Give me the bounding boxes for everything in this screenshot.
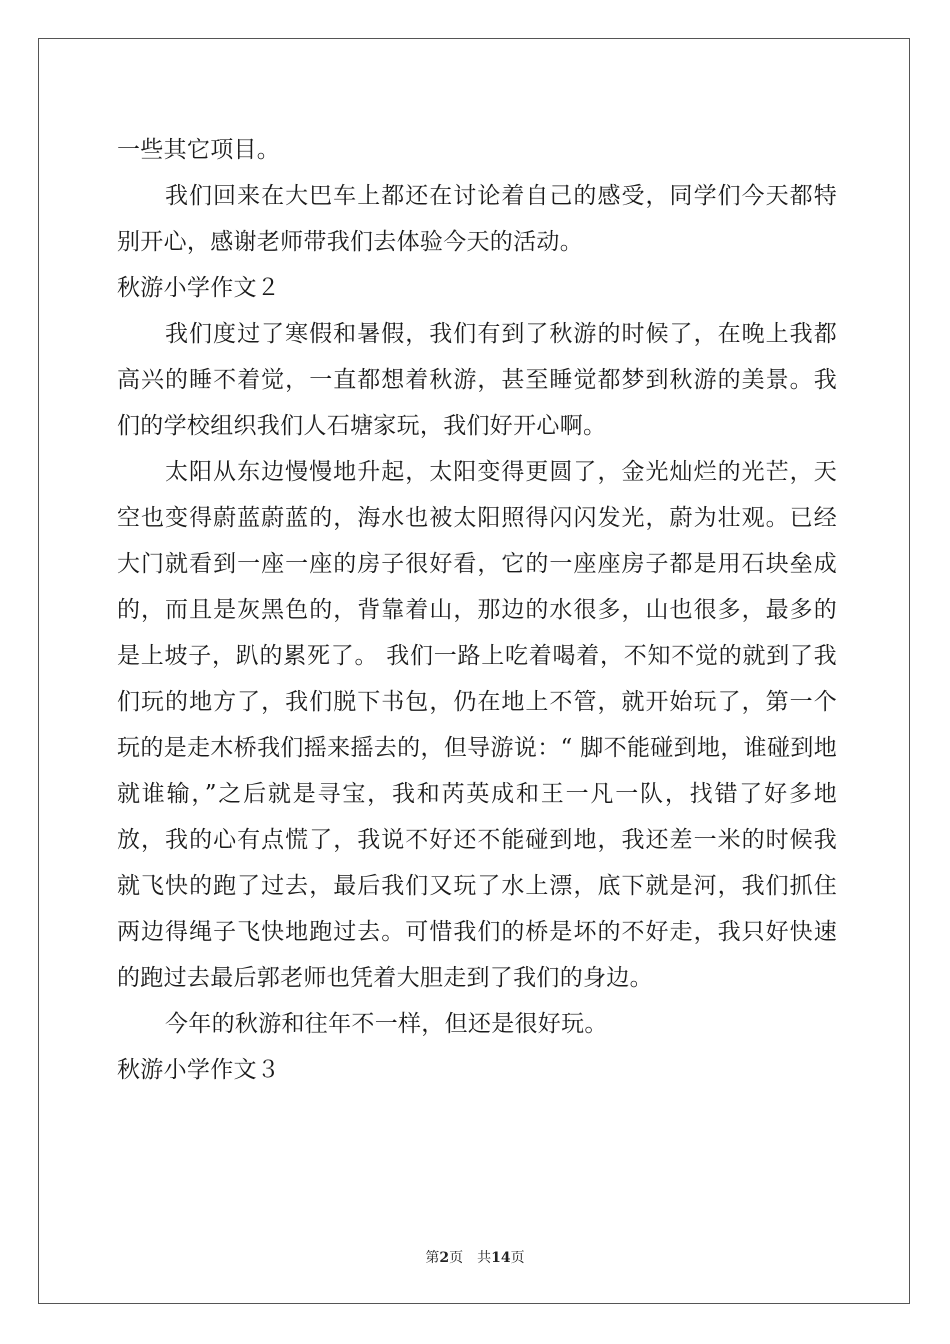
essay-heading-2: 秋游小学作文２ (117, 275, 281, 301)
page-prefix: 第 (425, 1250, 440, 1266)
page-number: 2 (439, 1250, 450, 1266)
total-pages: 14 (491, 1250, 511, 1266)
paragraph-intro-2: 我们度过了寒假和暑假，我们有到了秋游的时候了，在晚上我都高兴的睡不着觉，一直都想着秋游，甚至睡觉都梦到秋游的美景。我们的学校组织我们人石塘家玩，我们好开心啊。 (117, 321, 837, 439)
paragraph-continuation: 一些其它项目。 (117, 137, 281, 163)
total-suffix: 页 (510, 1250, 525, 1266)
document-body (117, 127, 837, 1093)
paragraph-story-2: 太阳从东边慢慢地升起，太阳变得更圆了，金光灿烂的光芒，天空也变得蔚蓝蔚蓝的，海水也被太阳照得闪闪发光，蔚为壮观。已经大门就看到一座一座的房子很好看，它的一座座房子都是用石块垒成的，而且是灰黑色的，背靠着山，那边的水很多，山也很多，最多的是上坡子，趴的累死了。 我们一路上吃着喝着，不知不觉的就到了我们玩的地方了，我们脱下书包，仍在地上不管，就开始玩了，第一个玩的是走木桥我们摇来摇去的，但导游说：“ 脚不能碰到地，谁碰到地就谁输，”之后就是寻宝，我和芮英成和王一凡一队，找错了好多地放，我的心有点慌了，我说不好还不能碰到地，我还差一米的时候我就飞快的跑了过去，最后我们又玩了水上漂，底下就是河，我们抓住两边得绳子飞快地跑过去。可惜我们的桥是坏的不好走，我只好快速的跑过去最后郭老师也凭着大胆走到了我们的身边。 (117, 459, 837, 991)
paragraph-conclusion-2: 今年的秋游和往年不一样，但还是很好玩。 (165, 1011, 608, 1037)
paragraph-return-trip: 我们回来在大巴车上都还在讨论着自己的感受，同学们今天都特别开心，感谢老师带我们去体验今天的活动。 (117, 183, 837, 255)
essay-heading-3: 秋游小学作文３ (117, 1057, 281, 1083)
total-prefix: 共 (477, 1250, 492, 1266)
page-suffix: 页 (449, 1250, 464, 1266)
page-footer (0, 1247, 950, 1267)
